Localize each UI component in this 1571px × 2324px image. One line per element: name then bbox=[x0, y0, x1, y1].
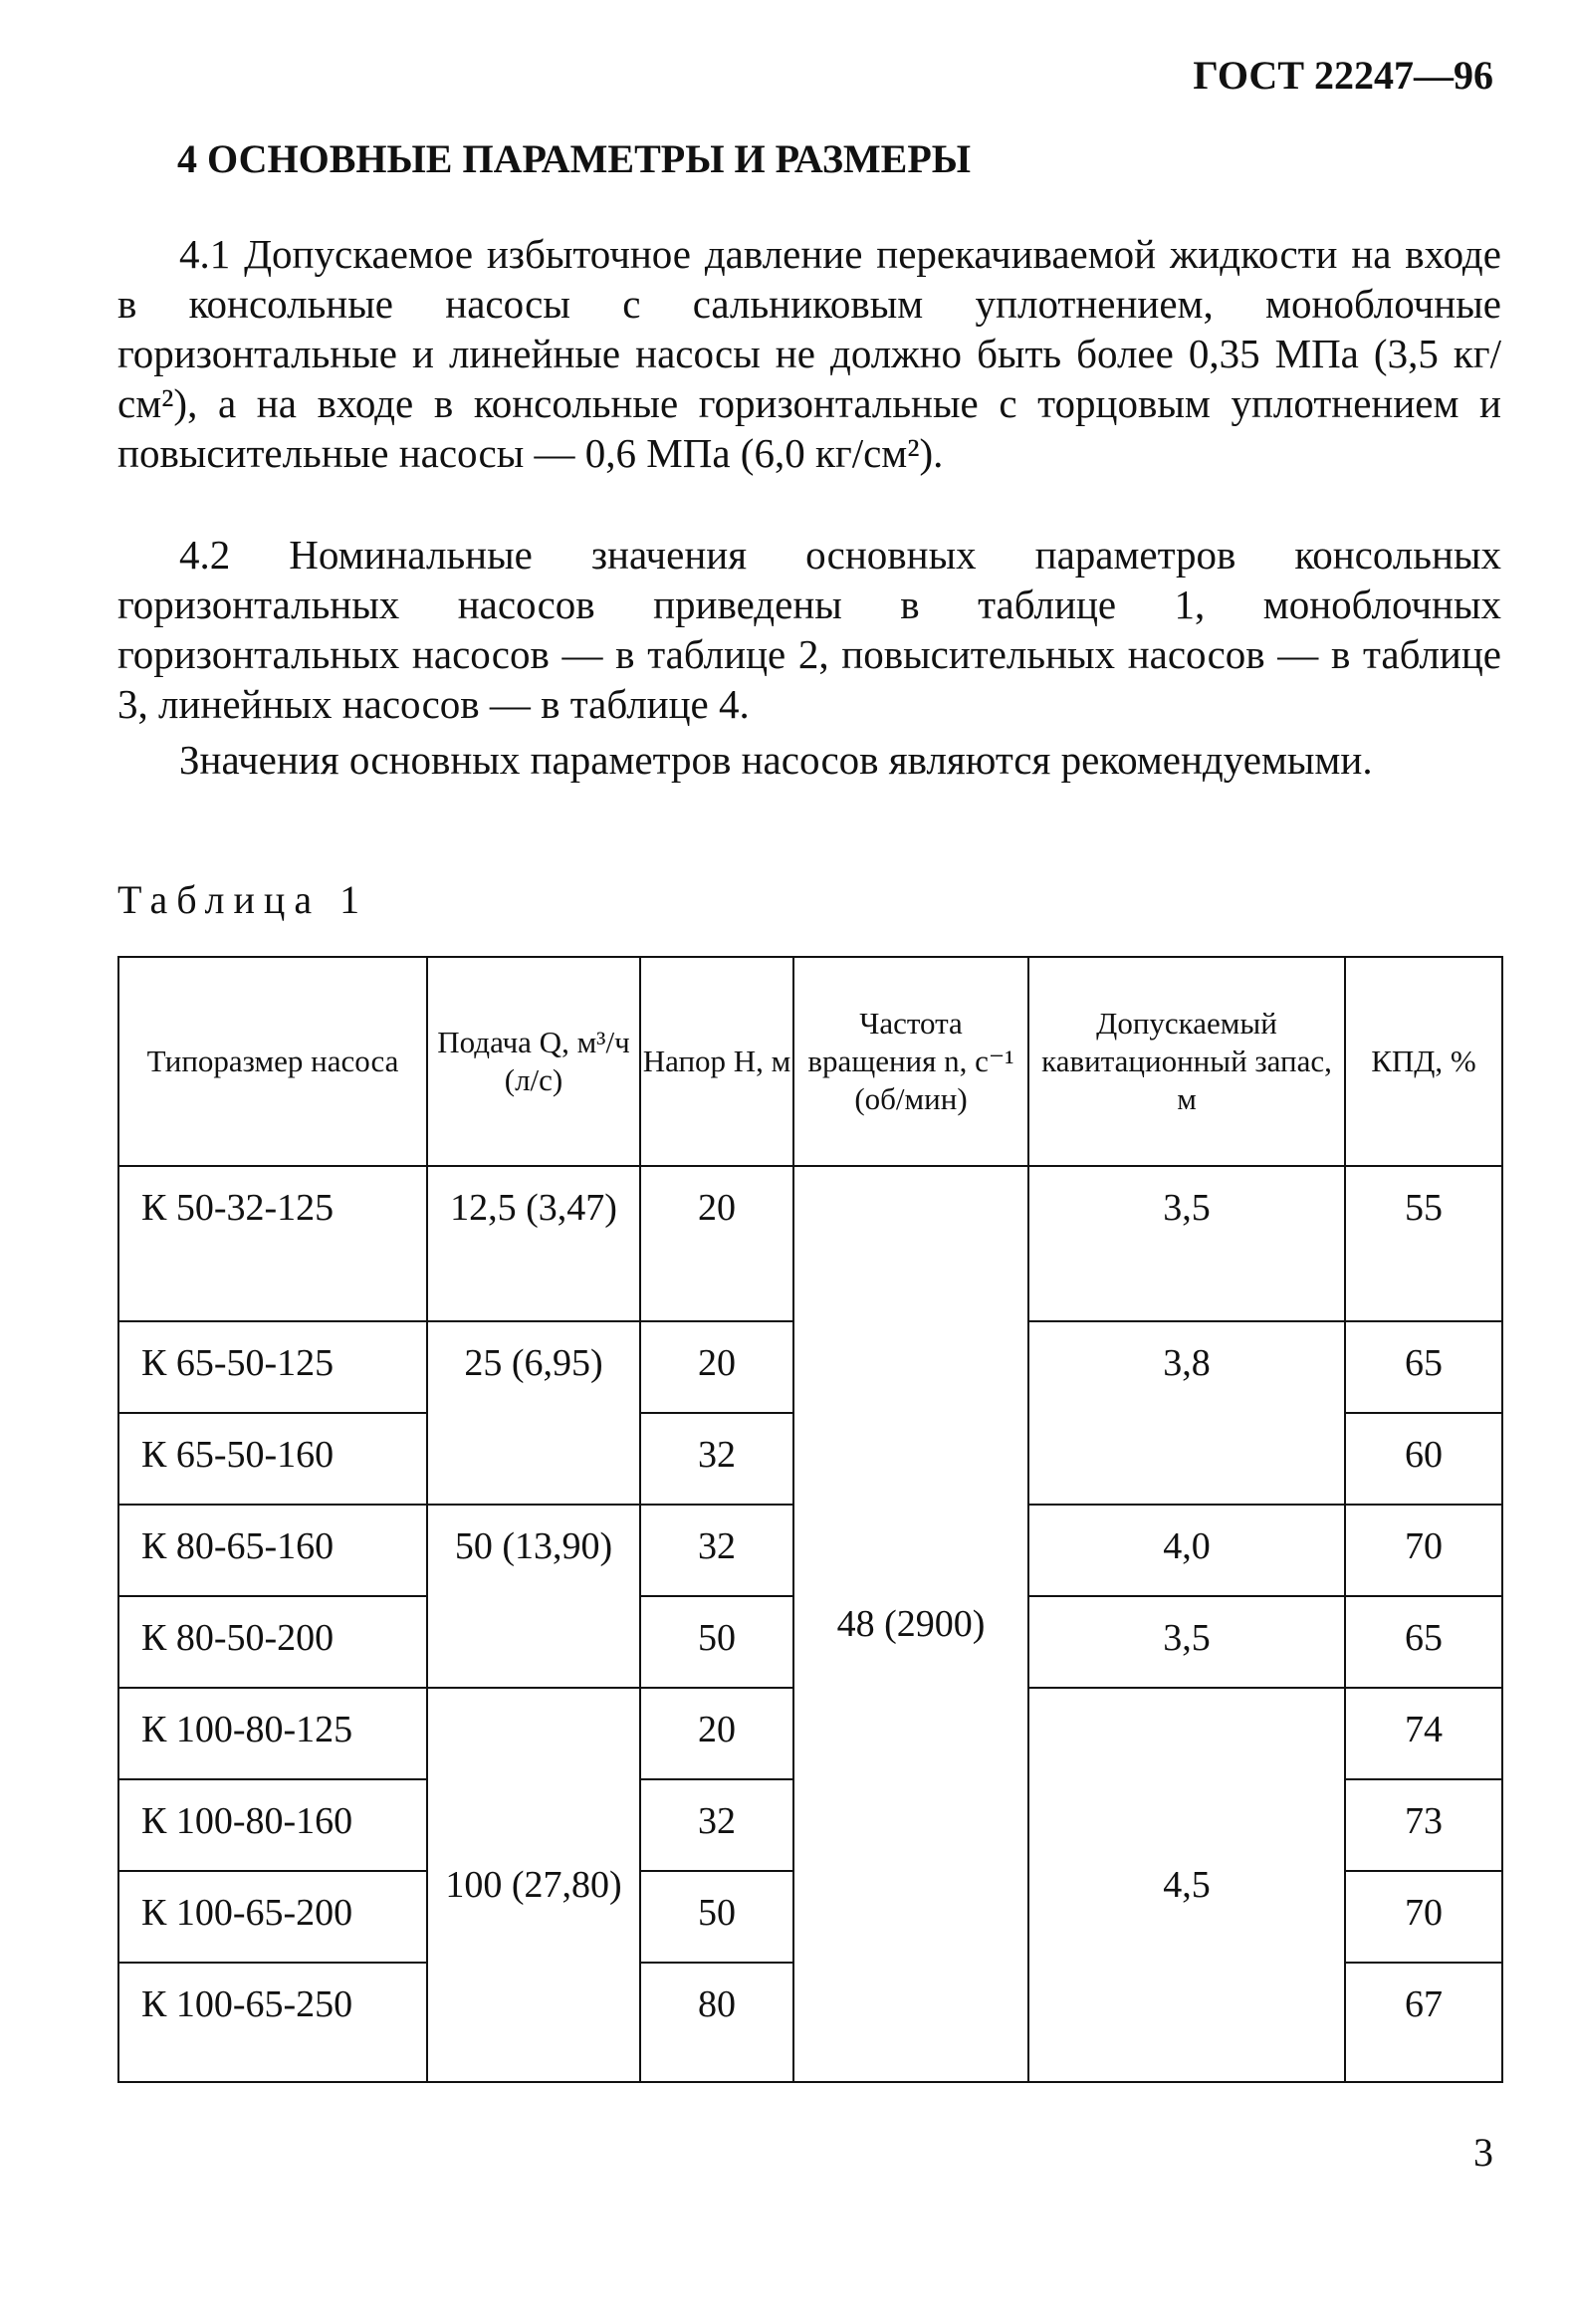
cell-efficiency: 65 bbox=[1345, 1596, 1502, 1688]
pump-parameters-table bbox=[117, 956, 1503, 2083]
cell-speed: 48 (2900) bbox=[793, 1166, 1028, 2082]
cell-head: 20 bbox=[640, 1688, 793, 1779]
cell-head: 20 bbox=[640, 1321, 793, 1413]
cell-flow: 50 (13,90) bbox=[427, 1505, 640, 1688]
cell-efficiency: 70 bbox=[1345, 1871, 1502, 1963]
cell-type: К 65-50-160 bbox=[118, 1413, 427, 1505]
paragraph-text: Значения основных параметров насосов являются рекомендуемыми. bbox=[179, 737, 1373, 783]
cell-efficiency: 73 bbox=[1345, 1779, 1502, 1871]
cell-type: К 80-65-160 bbox=[118, 1505, 427, 1596]
cell-flow: 25 (6,95) bbox=[427, 1321, 640, 1505]
header-flow: Подача Q, м³/ч (л/с) bbox=[427, 957, 640, 1166]
cell-npsh: 3,5 bbox=[1028, 1596, 1345, 1688]
paragraph-text: 4.2 Номинальные значения основных параметров консольных горизонтальных насосов приведены в таблице 1, моноблочных горизонтальных насосов — в таблице 2, повысительных насосов — в таблице 3, линейных насосов — в таблице 4. bbox=[117, 532, 1501, 727]
cell-npsh: 4,5 bbox=[1028, 1688, 1345, 2082]
cell-efficiency: 70 bbox=[1345, 1505, 1502, 1596]
header-type: Типоразмер насоса bbox=[118, 957, 427, 1166]
cell-head: 32 bbox=[640, 1505, 793, 1596]
cell-type: К 100-80-160 bbox=[118, 1779, 427, 1871]
cell-efficiency: 65 bbox=[1345, 1321, 1502, 1413]
cell-type: К 100-65-200 bbox=[118, 1871, 427, 1963]
cell-type: К 50-32-125 bbox=[118, 1166, 427, 1321]
cell-efficiency: 67 bbox=[1345, 1963, 1502, 2082]
cell-head: 50 bbox=[640, 1871, 793, 1963]
cell-type: К 100-65-250 bbox=[118, 1963, 427, 2082]
cell-efficiency: 74 bbox=[1345, 1688, 1502, 1779]
cell-npsh: 3,8 bbox=[1028, 1321, 1345, 1505]
table-row bbox=[118, 1166, 1502, 1321]
cell-type: К 80-50-200 bbox=[118, 1596, 427, 1688]
table-caption: Таблица 1 bbox=[117, 877, 369, 922]
cell-npsh: 3,5 bbox=[1028, 1166, 1345, 1321]
cell-efficiency: 60 bbox=[1345, 1413, 1502, 1505]
paragraph-4-1 bbox=[117, 229, 1501, 478]
paragraph-4-2 bbox=[117, 530, 1501, 729]
page-number: 3 bbox=[1473, 2130, 1493, 2175]
paragraph-text: 4.1 Допускаемое избыточное давление перекачиваемой жидкости на входе в консольные насосы с сальниковым уплотнением, моноблочные горизонтальные и линейные насосы не должно быть более 0,35 МПа (3,5 кг/см²), а на входе в консольные горизонтальные с торцовым уплотнением и повысительные насосы — 0,6 МПа (6,0 кг/см²). bbox=[117, 231, 1501, 476]
paragraph-recommended bbox=[117, 735, 1501, 785]
document-code: ГОСТ 22247—96 bbox=[1193, 53, 1493, 98]
cell-flow: 12,5 (3,47) bbox=[427, 1166, 640, 1321]
table-header-row bbox=[118, 957, 1502, 1166]
cell-efficiency: 55 bbox=[1345, 1166, 1502, 1321]
cell-npsh: 4,0 bbox=[1028, 1505, 1345, 1596]
cell-head: 20 bbox=[640, 1166, 793, 1321]
cell-head: 50 bbox=[640, 1596, 793, 1688]
cell-flow: 100 (27,80) bbox=[427, 1688, 640, 2082]
cell-type: К 100-80-125 bbox=[118, 1688, 427, 1779]
header-speed: Частота вращения n, с⁻¹ (об/мин) bbox=[793, 957, 1028, 1166]
cell-type: К 65-50-125 bbox=[118, 1321, 427, 1413]
cell-head: 32 bbox=[640, 1779, 793, 1871]
header-efficiency: КПД, % bbox=[1345, 957, 1502, 1166]
section-title: 4 ОСНОВНЫЕ ПАРАМЕТРЫ И РАЗМЕРЫ bbox=[177, 136, 972, 181]
header-head: Напор H, м bbox=[640, 957, 793, 1166]
cell-head: 80 bbox=[640, 1963, 793, 2082]
header-npsh: Допускаемый кавитационный запас, м bbox=[1028, 957, 1345, 1166]
cell-head: 32 bbox=[640, 1413, 793, 1505]
